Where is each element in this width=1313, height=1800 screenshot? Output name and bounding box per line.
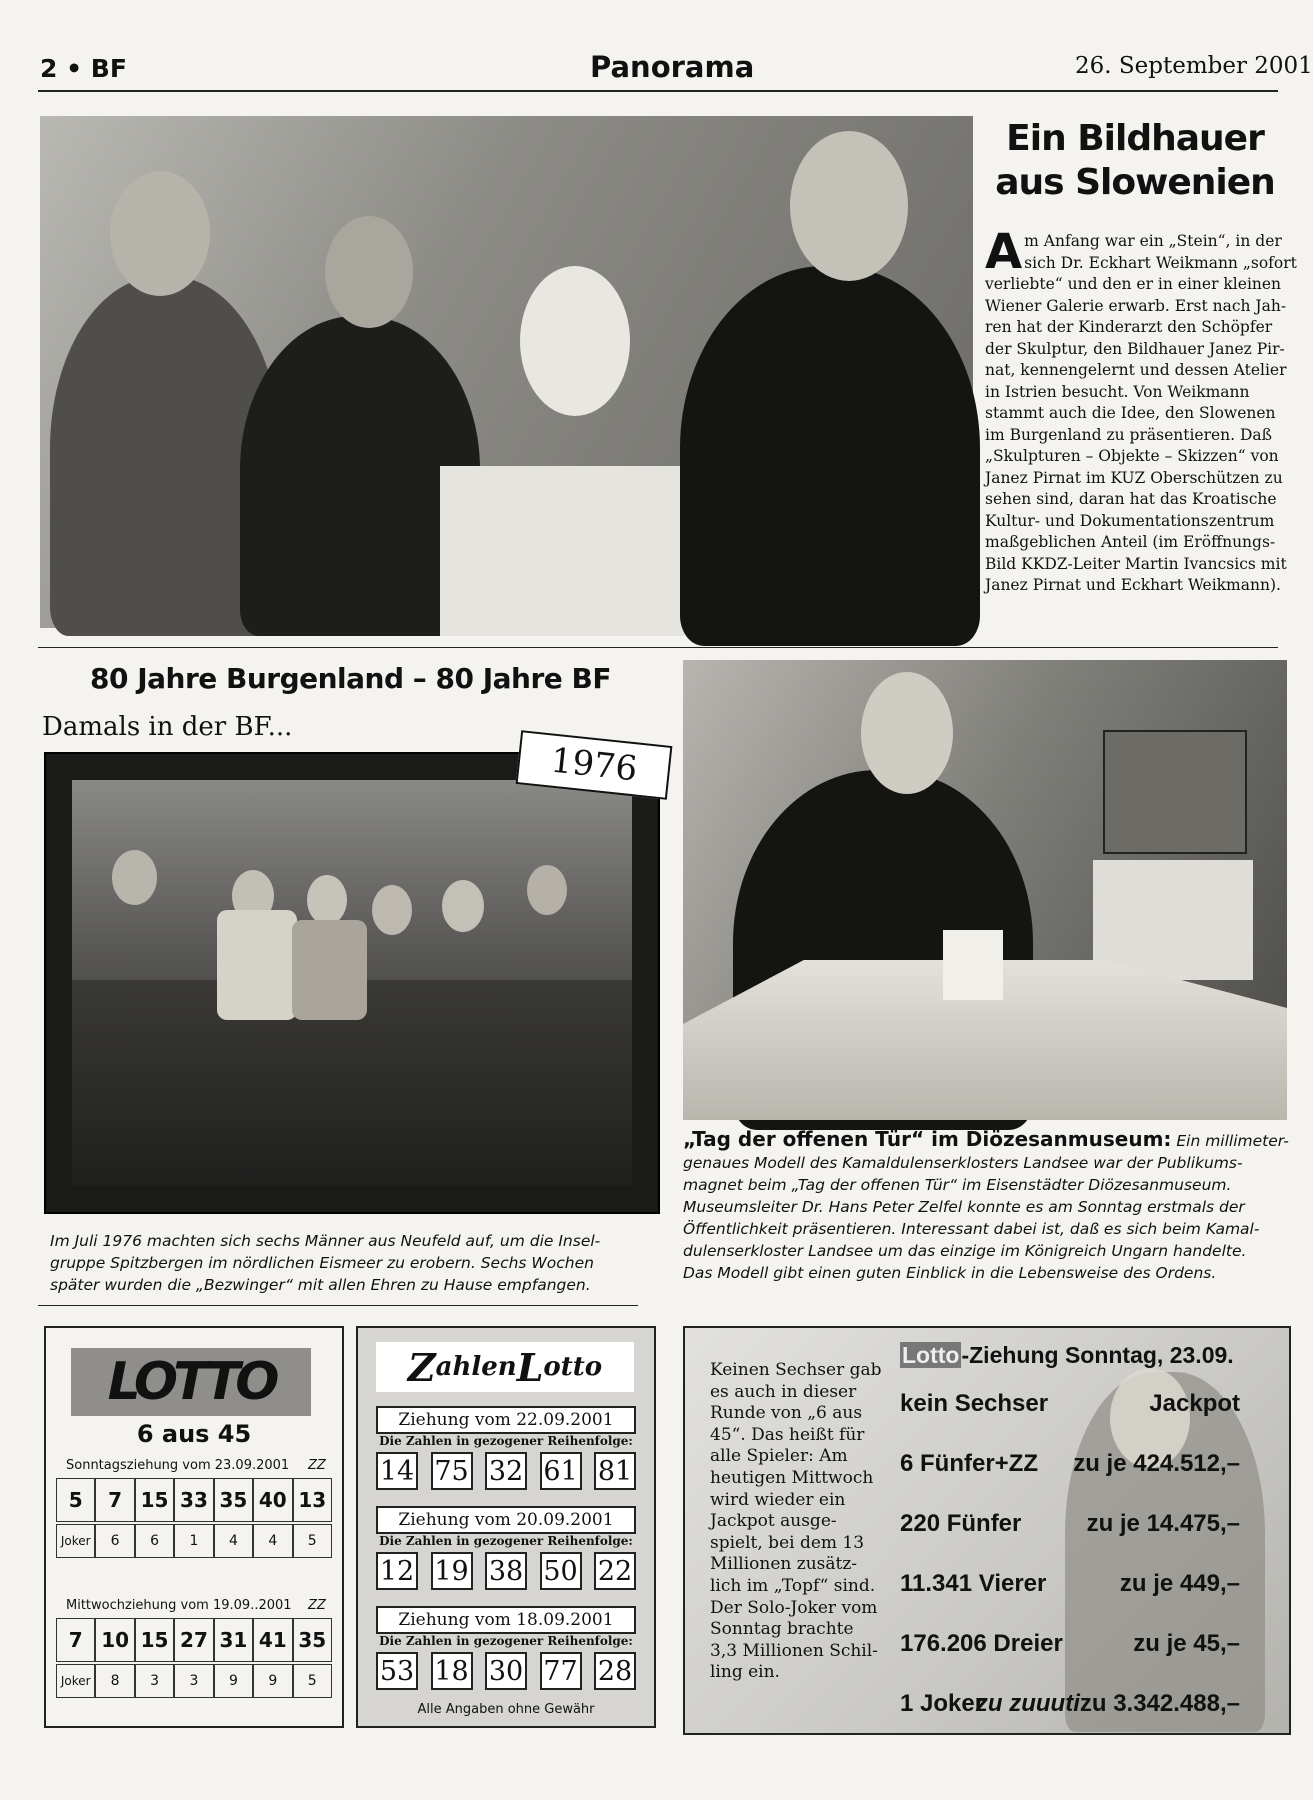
zahlenlotto-logo-l: L xyxy=(516,1344,544,1390)
story1-body-line: maßgeblichen Anteil (im Eröffnungs- xyxy=(985,533,1276,551)
story1-body-line: m Anfang war ein „Stein“, in der xyxy=(1024,232,1282,250)
lotto-draw1-zz: ZZ xyxy=(308,1458,326,1473)
results-row xyxy=(900,1630,1240,1658)
lotto-number: 15 xyxy=(135,1478,174,1522)
results-row xyxy=(900,1570,1240,1598)
story1-body-line: ren hat der Kinderarzt den Schöpfer xyxy=(985,318,1273,336)
lotto-number: 7 xyxy=(95,1478,134,1522)
results-note-line: 45“. Das heißt für xyxy=(710,1424,865,1445)
story1-body-line: nat, kennengelernt und dessen Atelier xyxy=(985,361,1287,379)
story3-caption-line: dulenserkloster Landsee um das einzige im Königreich Ungarn handelte. xyxy=(683,1242,1247,1260)
sculptor-photo xyxy=(40,116,973,628)
header-rule xyxy=(38,90,1278,92)
results-note-line: ling ein. xyxy=(710,1662,780,1683)
story1-body-line: im Burgenland zu präsentieren. Daß xyxy=(985,425,1273,444)
lotto-number: 41 xyxy=(253,1618,292,1662)
results-box xyxy=(683,1326,1291,1735)
zahlenlotto-numbers xyxy=(376,1652,636,1690)
issue-date: 26. September 2001 xyxy=(1075,53,1313,79)
zahlenlotto-number: 81 xyxy=(594,1452,636,1490)
results-title xyxy=(900,1342,1234,1369)
story1-bottom-rule xyxy=(38,647,1278,648)
results-title-logo: Lotto xyxy=(902,1342,960,1368)
results-note-line: Jackpot ausge- xyxy=(710,1511,837,1532)
results-row-label: 1 Joker xyxy=(900,1690,985,1717)
zahlenlotto-number: 12 xyxy=(376,1552,418,1590)
results-row-value xyxy=(1133,1630,1240,1658)
story3-caption-line: Museumsleiter Dr. Hans Peter Zelfel konnte es am Sonntag erstmals der xyxy=(683,1198,1245,1216)
results-row-value-text: Jackpot xyxy=(1149,1390,1240,1417)
lotto-number: 10 xyxy=(95,1618,134,1662)
joker-digit: 4 xyxy=(214,1524,253,1558)
lotto-subtitle: 6 aus 45 xyxy=(136,1420,252,1448)
lotto-draw1-numbers xyxy=(56,1478,332,1522)
results-note-line: 3,3 Millionen Schil- xyxy=(710,1640,878,1661)
results-note-line: wird wieder ein xyxy=(710,1489,846,1510)
results-note-line: lich im „Topf“ sind. xyxy=(710,1575,876,1596)
results-note-line: spielt, bei dem 13 xyxy=(710,1532,865,1553)
results-row-value-text: zu 3.342.488,– xyxy=(1079,1690,1240,1717)
story3-headline: „Tag der offenen Tür“ im Diözesanmuseum: xyxy=(683,1127,1172,1151)
zahlenlotto-logo-z: Z xyxy=(407,1344,436,1390)
zahlenlotto-draw-date: Ziehung vom 20.09.2001 xyxy=(376,1506,636,1534)
zahlenlotto-number: 53 xyxy=(376,1652,418,1690)
joker-digit: 5 xyxy=(293,1524,332,1558)
story1-dropcap: A xyxy=(985,224,1023,280)
zahlenlotto-number: 30 xyxy=(485,1652,527,1690)
zahlenlotto-number: 75 xyxy=(431,1452,473,1490)
lotto-draw1-joker xyxy=(56,1524,332,1558)
results-row-value-text: zu je 449,– xyxy=(1119,1570,1240,1597)
joker-digit: 1 xyxy=(174,1524,213,1558)
results-row xyxy=(900,1390,1240,1418)
story1-body-line: „Skulpturen – Objekte – Skizzen“ von xyxy=(985,447,1279,465)
lotto-number: 31 xyxy=(214,1618,253,1662)
zahlenlotto-draw-date: Ziehung vom 18.09.2001 xyxy=(376,1606,636,1634)
results-row-label: 176.206 Dreier xyxy=(900,1630,1063,1657)
zahlenlotto-number: 28 xyxy=(594,1652,636,1690)
joker-digit: 6 xyxy=(95,1524,134,1558)
results-note-line: alle Spieler: Am xyxy=(710,1446,848,1467)
lotto-logo-text: LOTTO xyxy=(107,1352,275,1412)
story2-caption-line: später wurden die „Bezwinger“ mit allen Ehren zu Hause empfangen. xyxy=(50,1276,591,1294)
story1-body-line: Janez Pirnat und Eckhart Weikmann). xyxy=(985,576,1281,594)
story3-caption-line: genaues Modell des Kamaldulenserklosters Landsee war der Publikums- xyxy=(683,1154,1243,1172)
story3-lead: Ein millimeter- xyxy=(1171,1132,1289,1150)
lotto-number: 7 xyxy=(56,1618,95,1662)
story3-caption-line: Öffentlichkeit präsentieren. Interessant dabei ist, daß es sich beim Kamal- xyxy=(683,1220,1260,1238)
story1-body-line: der Skulptur, den Bildhauer Janez Pir- xyxy=(985,339,1285,358)
results-row-value xyxy=(1149,1390,1240,1418)
zahlenlotto-disclaimer: Alle Angaben ohne Gewähr xyxy=(417,1702,595,1717)
story1-body xyxy=(985,224,1297,597)
story1-body-line: sich Dr. Eckhart Weikmann „sofort xyxy=(1024,253,1297,272)
lotto-draw2-numbers xyxy=(56,1618,332,1662)
results-row-value xyxy=(1120,1570,1240,1598)
bottom-section-rule xyxy=(38,1305,638,1306)
results-note-line: Millionen zusätz- xyxy=(710,1554,858,1575)
zahlenlotto-number: 19 xyxy=(431,1552,473,1590)
story1-body-line: stammt auch die Idee, den Slowenen xyxy=(985,404,1276,422)
results-row-value xyxy=(1073,1450,1240,1478)
story1-headline-line2: aus Slowenien xyxy=(995,162,1275,203)
lotto-draw1-label: Sonntagsziehung vom 23.09.2001 xyxy=(66,1458,290,1473)
lotto-number: 13 xyxy=(293,1478,332,1522)
story1-headline-line1: Ein Bildhauer xyxy=(1006,118,1264,159)
story2-kicker: Damals in der BF... xyxy=(42,712,293,742)
zahlenlotto-number: 14 xyxy=(376,1452,418,1490)
zahlenlotto-order-label: Die Zahlen in gezogener Reihenfolge: xyxy=(379,1634,633,1648)
results-title-text: -Ziehung Sonntag, 23.09. xyxy=(961,1342,1234,1368)
results-row-label: kein Sechser xyxy=(900,1390,1049,1417)
zahlenlotto-box xyxy=(356,1326,656,1728)
museum-photo xyxy=(683,660,1287,1120)
results-note-line: Keinen Sechser gab xyxy=(710,1360,882,1380)
story1-body-line: Wiener Galerie erwarb. Erst nach Jah- xyxy=(985,296,1287,315)
lotto-draw2-zz: ZZ xyxy=(308,1598,326,1613)
zahlenlotto-number: 61 xyxy=(540,1452,582,1490)
story1-body-line: Bild KKDZ-Leiter Martin Ivancsics mit xyxy=(985,554,1287,573)
zahlenlotto-draw-date: Ziehung vom 22.09.2001 xyxy=(376,1406,636,1434)
story3-caption-line: Das Modell gibt einen guten Einblick in die Lebensweise des Ordens. xyxy=(683,1264,1217,1282)
results-row xyxy=(900,1690,1240,1718)
joker-digit: 9 xyxy=(253,1664,292,1698)
zahlenlotto-number: 38 xyxy=(485,1552,527,1590)
zahlenlotto-logo-ahlen: ahlen xyxy=(435,1352,517,1382)
story2-caption-line: Im Juli 1976 machten sich sechs Männer aus Neufeld auf, um die Insel- xyxy=(50,1232,601,1250)
zahlenlotto-number: 50 xyxy=(540,1552,582,1590)
joker-label: Joker xyxy=(56,1664,95,1698)
lotto-draw2-joker xyxy=(56,1664,332,1698)
zahlenlotto-order-label: Die Zahlen in gezogener Reihenfolge: xyxy=(379,1434,633,1448)
results-row-label: 11.341 Vierer xyxy=(900,1570,1047,1597)
results-row-label: 220 Fünfer xyxy=(900,1510,1022,1537)
lotto-box xyxy=(44,1326,344,1728)
lotto-number: 40 xyxy=(253,1478,292,1522)
results-row-value-text: zu je 424.512,– xyxy=(1073,1450,1240,1477)
lotto-number: 33 xyxy=(174,1478,213,1522)
zahlenlotto-order-label: Die Zahlen in gezogener Reihenfolge: xyxy=(379,1534,633,1548)
joker-digit: 4 xyxy=(253,1524,292,1558)
results-note xyxy=(710,1360,885,1684)
joker-label: Joker xyxy=(56,1524,95,1558)
year-tag-text: 1976 xyxy=(548,740,640,790)
story2-caption xyxy=(50,1230,650,1296)
lotto-number: 5 xyxy=(56,1478,95,1522)
page-number: 2 • BF xyxy=(40,54,127,83)
joker-digit: 3 xyxy=(174,1664,213,1698)
zahlenlotto-number: 32 xyxy=(485,1452,527,1490)
joker-digit: 3 xyxy=(135,1664,174,1698)
joker-digit: 9 xyxy=(214,1664,253,1698)
lotto-number: 35 xyxy=(293,1618,332,1662)
zahlenlotto-number: 22 xyxy=(594,1552,636,1590)
results-note-line: es auch in dieser xyxy=(710,1381,857,1402)
story1-body-line: Janez Pirnat im KUZ Oberschützen zu xyxy=(985,468,1283,487)
zahlenlotto-logo-otto: otto xyxy=(543,1352,603,1382)
story2-caption-line: gruppe Spitzbergen im nördlichen Eismeer zu erobern. Sechs Wochen xyxy=(50,1254,594,1272)
results-row-value-italic: zu zuuuti xyxy=(975,1690,1080,1717)
results-row-value-text: zu je 45,– xyxy=(1133,1630,1240,1657)
zahlenlotto-number: 77 xyxy=(540,1652,582,1690)
zahlenlotto-numbers xyxy=(376,1552,636,1590)
story1-body-line: in Istrien besucht. Von Weikmann xyxy=(985,382,1250,401)
story3-caption-line: magnet beim „Tag der offenen Tür“ im Eisenstädter Diözesanmuseum. xyxy=(683,1176,1232,1194)
story3-caption xyxy=(683,1128,1287,1284)
story1-headline xyxy=(985,117,1285,205)
lotto-logo xyxy=(71,1348,311,1416)
lotto-draw2-label: Mittwochziehung vom 19.09..2001 xyxy=(66,1598,292,1613)
results-row xyxy=(900,1510,1240,1538)
joker-digit: 5 xyxy=(293,1664,332,1698)
story1-body-line: verliebte“ und den er in einer kleinen xyxy=(985,275,1282,293)
joker-digit: 6 xyxy=(135,1524,174,1558)
zahlenlotto-logo xyxy=(376,1342,634,1392)
story2-headline: 80 Jahre Burgenland – 80 Jahre BF xyxy=(90,662,611,695)
story1-body-line: sehen sind, daran hat das Kroatische xyxy=(985,490,1277,508)
results-row-label: 6 Fünfer+ZZ xyxy=(900,1450,1039,1477)
results-note-line: Der Solo-Joker vom xyxy=(710,1597,878,1618)
section-title: Panorama xyxy=(590,50,755,84)
results-row xyxy=(900,1450,1240,1478)
results-note-line: Runde von „6 aus xyxy=(710,1403,863,1424)
lotto-number: 35 xyxy=(214,1478,253,1522)
results-row-value-text: zu je 14.475,– xyxy=(1086,1510,1240,1537)
lotto-number: 27 xyxy=(174,1618,213,1662)
joker-digit: 8 xyxy=(95,1664,134,1698)
results-note-line: Sonntag brachte xyxy=(710,1619,854,1640)
results-row-value xyxy=(976,1690,1240,1718)
results-row-value xyxy=(1087,1510,1240,1538)
lotto-number: 15 xyxy=(135,1618,174,1662)
results-note-line: heutigen Mittwoch xyxy=(710,1467,874,1488)
framed-photo-1976 xyxy=(44,752,660,1214)
zahlenlotto-numbers xyxy=(376,1452,636,1490)
story1-body-line: Kultur- und Dokumentationszentrum xyxy=(985,511,1275,530)
zahlenlotto-number: 18 xyxy=(431,1652,473,1690)
